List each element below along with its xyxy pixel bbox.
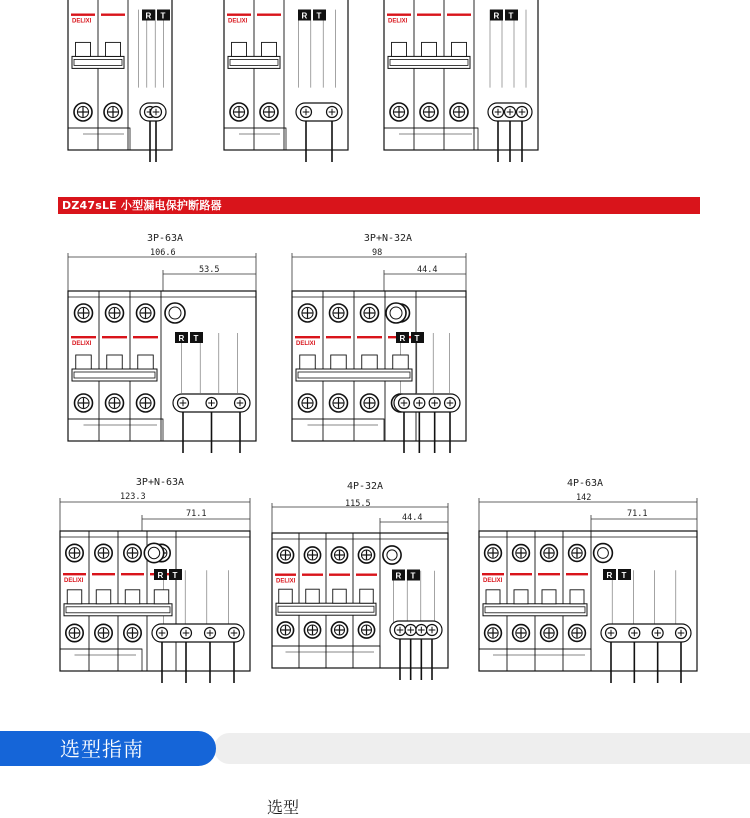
footer-heading: 选型 xyxy=(267,798,300,817)
indicator-lamp xyxy=(386,303,406,323)
dimension-overall: 115.5 xyxy=(345,499,371,509)
brand-stripe xyxy=(227,14,251,16)
indicator-lamp xyxy=(165,303,185,323)
brand-logo: DELIXI xyxy=(388,18,408,25)
dimension-overall: 98 xyxy=(372,248,383,258)
test-button-label: R xyxy=(301,11,308,21)
test-button-label: T xyxy=(410,571,416,581)
test-button-label: R xyxy=(606,571,613,580)
toggle-lever xyxy=(306,589,320,603)
toggle-lever xyxy=(300,355,316,369)
brand-logo: DELIXI xyxy=(64,578,84,584)
brand-stripe xyxy=(538,573,560,575)
brand-stripe xyxy=(92,573,115,575)
toggle-lever xyxy=(392,42,407,56)
brand-stripe xyxy=(121,573,144,575)
toggle-lever xyxy=(542,590,556,604)
toggle-lever xyxy=(107,355,123,369)
brand-stripe xyxy=(63,573,86,575)
brand-stripe xyxy=(357,336,382,338)
brand-stripe xyxy=(510,573,532,575)
breaker-drawing-3pn-63a xyxy=(58,500,252,680)
toggle-lever xyxy=(67,590,82,604)
brand-logo: DELIXI xyxy=(483,578,503,584)
brand-stripe xyxy=(71,336,96,338)
toggle-lever xyxy=(232,42,247,56)
brand-stripe xyxy=(387,14,411,16)
indicator-lamp xyxy=(594,544,613,563)
brand-stripe xyxy=(417,14,441,16)
toggle-lever xyxy=(76,42,91,56)
brand-logo: DELIXI xyxy=(72,18,92,25)
dimension-overall: 142 xyxy=(576,493,592,503)
brand-logo: DELIXI xyxy=(228,18,248,25)
brand-logo: DELIXI xyxy=(72,341,92,347)
test-button-label: T xyxy=(621,571,627,580)
toggle-lever xyxy=(76,355,92,369)
toggle-lever xyxy=(138,355,154,369)
toggle-handle xyxy=(228,56,280,68)
brand-stripe xyxy=(329,574,350,576)
drawing-title-3pn-32a: 3P+N-32A xyxy=(363,233,413,244)
test-button-label: T xyxy=(193,334,199,343)
drawing-title-4p-32a: 4P-32A xyxy=(346,481,384,492)
test-button-label: R xyxy=(145,11,152,21)
toggle-handle xyxy=(72,369,157,381)
breaker-drawing-4p-63a xyxy=(477,500,699,680)
brand-logo: DELIXI xyxy=(296,341,316,347)
brand-stripe xyxy=(302,574,323,576)
toggle-lever xyxy=(452,42,467,56)
toggle-lever xyxy=(514,590,528,604)
drawing-title-4p-63a: 4P-63A xyxy=(566,478,604,489)
toggle-lever xyxy=(333,589,347,603)
guide-bar-track xyxy=(214,733,750,764)
breaker-drawing-4p-32a xyxy=(270,505,450,677)
brand-stripe xyxy=(101,14,125,16)
dimension-partial: 53.5 xyxy=(199,265,220,275)
indicator-lamp xyxy=(383,546,401,564)
dimension-overall: 106.6 xyxy=(150,248,176,258)
toggle-handle xyxy=(296,369,412,381)
breaker-drawing-top-1 xyxy=(66,0,176,160)
breaker-drawing-top-3 xyxy=(382,0,542,160)
test-button-label: R xyxy=(178,334,185,343)
toggle-handle xyxy=(276,603,376,615)
brand-stripe xyxy=(326,336,351,338)
brand-stripe xyxy=(71,14,95,16)
toggle-handle xyxy=(483,604,587,616)
drawing-title-3pn-63a: 3P+N-63A xyxy=(135,477,185,488)
test-button-label: T xyxy=(316,11,322,21)
toggle-lever xyxy=(362,355,378,369)
test-button-label: T xyxy=(414,334,420,343)
test-button-label: T xyxy=(508,11,514,21)
test-button-label: R xyxy=(399,334,406,343)
toggle-lever xyxy=(279,589,293,603)
breaker-body xyxy=(479,531,697,671)
brand-stripe xyxy=(482,573,504,575)
brand-logo: DELIXI xyxy=(276,578,296,585)
dimension-overall: 123.3 xyxy=(120,492,146,502)
toggle-lever xyxy=(125,590,140,604)
brand-stripe xyxy=(566,573,588,575)
dimension-partial: 71.1 xyxy=(627,509,648,519)
toggle-handle xyxy=(388,56,470,68)
toggle-handle xyxy=(72,56,124,68)
toggle-lever xyxy=(154,590,169,604)
indicator-lamp xyxy=(144,543,163,562)
toggle-lever xyxy=(331,355,347,369)
brand-stripe xyxy=(257,14,281,16)
brand-stripe xyxy=(356,574,377,576)
breaker-drawing-3p-63a xyxy=(66,253,258,458)
test-button-label: T xyxy=(160,11,166,21)
brand-stripe xyxy=(275,574,296,576)
dimension-partial: 44.4 xyxy=(402,513,423,523)
toggle-lever xyxy=(570,590,584,604)
toggle-lever xyxy=(393,355,409,369)
section-banner: DZ47sLE 小型漏电保护断路器 xyxy=(58,197,700,214)
breaker-drawing-3pn-32a xyxy=(290,253,468,458)
drawing-title-3p-63a: 3P-63A xyxy=(146,233,184,244)
toggle-lever xyxy=(422,42,437,56)
breaker-drawing-top-2 xyxy=(222,0,352,160)
brand-stripe xyxy=(447,14,471,16)
guide-title: 选型指南 xyxy=(60,737,144,761)
test-button-label: R xyxy=(395,571,402,581)
dimension-partial: 44.4 xyxy=(417,265,438,275)
toggle-lever xyxy=(486,590,500,604)
test-button-label: R xyxy=(493,11,500,21)
toggle-lever xyxy=(96,590,111,604)
brand-stripe xyxy=(295,336,320,338)
brand-stripe xyxy=(102,336,127,338)
dimension-partial: 71.1 xyxy=(186,509,207,519)
toggle-lever xyxy=(106,42,121,56)
test-button-label: R xyxy=(157,571,164,580)
test-button-label: T xyxy=(172,571,178,580)
brand-stripe xyxy=(133,336,158,338)
breaker-body xyxy=(68,291,256,441)
toggle-lever xyxy=(360,589,374,603)
toggle-handle xyxy=(64,604,172,616)
toggle-lever xyxy=(262,42,277,56)
